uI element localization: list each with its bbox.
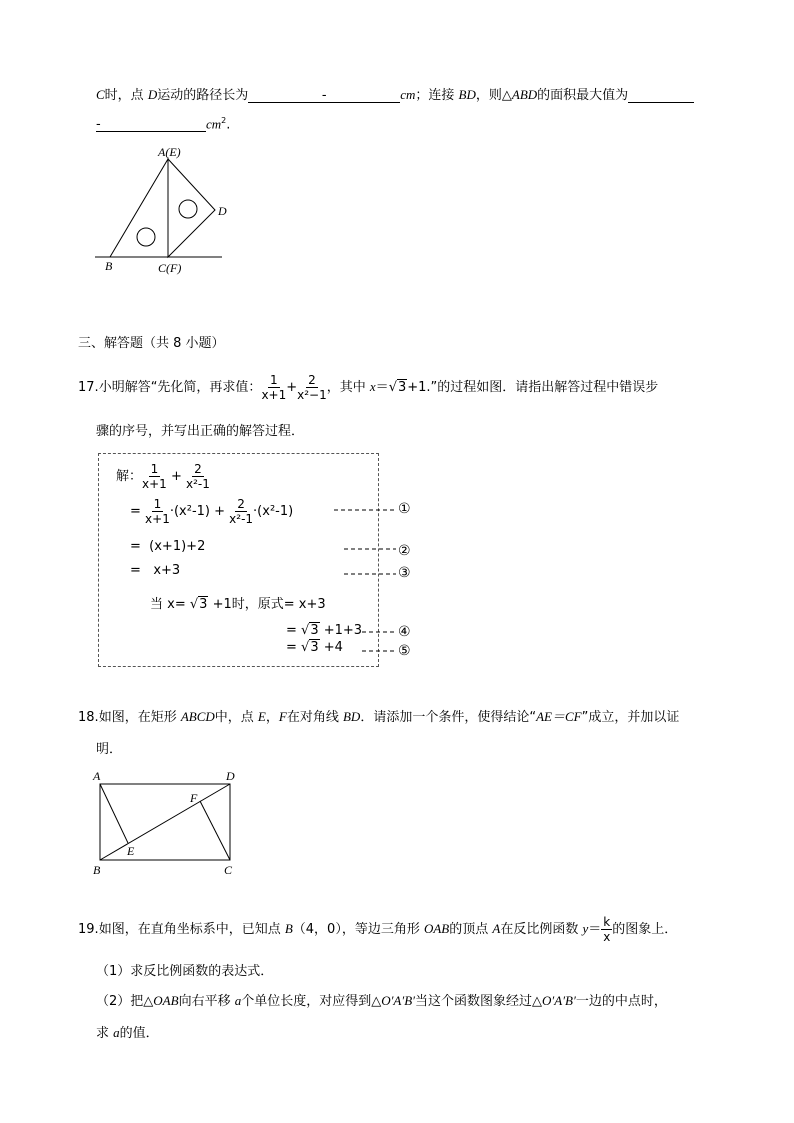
q16-line-2: - $cm^2$. — [96, 116, 231, 133]
q19-line-1: 19.如图，在直角坐标系中，已知点 B（4，0），等边三角形 OAB的顶点 A在反比例函数 y＝ $\frac{k}{x}$ 的图象上． — [78, 915, 678, 944]
q17-line-1: 17.小明解答“先化简，再求值： $\frac{1}{x+1}$ + $\frac{2}{\text{x²−1}}$ ，其中 x＝√3+1.”的过程如图．请指出解答过程中错误步 — [78, 373, 659, 402]
answer-blank-1[interactable]: - — [248, 88, 400, 103]
label-d: D — [218, 204, 227, 218]
label-b: B — [93, 863, 101, 877]
sqrt-icon: √ — [301, 640, 310, 655]
q17-fraction-2: $\frac{2}{\text{x²−1}}$ — [297, 373, 327, 402]
sqrt-icon: √ — [189, 597, 199, 612]
step-marker-3: ③ — [398, 565, 411, 581]
work-line-0: 解： $\frac{1}{x+1}$ + $\frac{2}{\text{x²-1}}$ — [116, 462, 210, 491]
q18-line-1: 18.如图，在矩形 ABCD中，点 E，F在对角线 BD．请添加一个条件，使得结论“AE＝CF”成立，并加以证 — [78, 709, 680, 725]
k-over-x: $\frac{k}{x}$ — [603, 915, 611, 944]
section-heading: 三、解答题（共 8 小题） — [78, 336, 225, 351]
q16-figure — [90, 142, 230, 277]
triangle-ecd — [168, 159, 215, 257]
sqrt-icon: √ — [301, 623, 310, 638]
work-line-3: = x+3 — [130, 563, 181, 578]
step-marker-1: ① — [398, 501, 411, 517]
q17-line-2: 骤的序号，并写出正确的解答过程． — [96, 424, 305, 439]
q18-line-2: 明． — [96, 742, 123, 757]
label-f: F — [190, 791, 198, 805]
label-e: E — [127, 844, 135, 858]
label-d: D — [226, 769, 235, 783]
q18-figure — [88, 766, 248, 882]
answer-blank-2[interactable]: - — [96, 117, 206, 132]
work-line-5: = √3 +1+3 — [286, 623, 363, 638]
label-c-f: C(F) — [158, 261, 182, 275]
work-line-4: 当 x= √3 +1时，原式= x+3 — [150, 597, 326, 612]
hole-circle-right — [179, 200, 197, 218]
step-marker-5: ⑤ — [398, 643, 411, 659]
q19-sub-1: （1）求反比例函数的表达式． — [96, 964, 274, 979]
q17-fraction-1: $\frac{1}{x+1}$ — [261, 373, 287, 402]
work-line-1: = $\frac{1}{x+1}$ ·(x²-1) + $\frac{2}{\text{x²-1}}$ ·(x²-1) — [130, 497, 294, 526]
step-marker-4: ④ — [398, 624, 411, 640]
q19-sub-2-cont: 求 a的值． — [96, 1025, 159, 1041]
segment-cf — [200, 801, 230, 860]
hole-circle-left — [137, 228, 155, 246]
step-marker-2: ② — [398, 543, 411, 559]
sqrt-icon: √ — [388, 380, 397, 395]
label-b: B — [105, 259, 113, 273]
segment-ae — [100, 784, 128, 843]
q19-sub-2: （2）把△OAB向右平移 a个单位长度，对应得到△O′A′B′当这个函数图象经过△O′A′B′一边的中点时， — [96, 993, 667, 1009]
step-leader-lines — [320, 500, 400, 660]
label-c: C — [224, 863, 233, 877]
work-line-2: = (x+1)+2 — [130, 539, 206, 554]
answer-blank-2-start[interactable] — [628, 88, 694, 103]
label-a: A — [93, 769, 101, 783]
q16-line-1: C时，点 D运动的路径长为 - cm；连接 BD，则△ABD的面积最大值为 — [96, 84, 694, 103]
work-line-6: = √3 +4 — [286, 640, 343, 655]
label-a-e: A(E) — [158, 145, 181, 159]
